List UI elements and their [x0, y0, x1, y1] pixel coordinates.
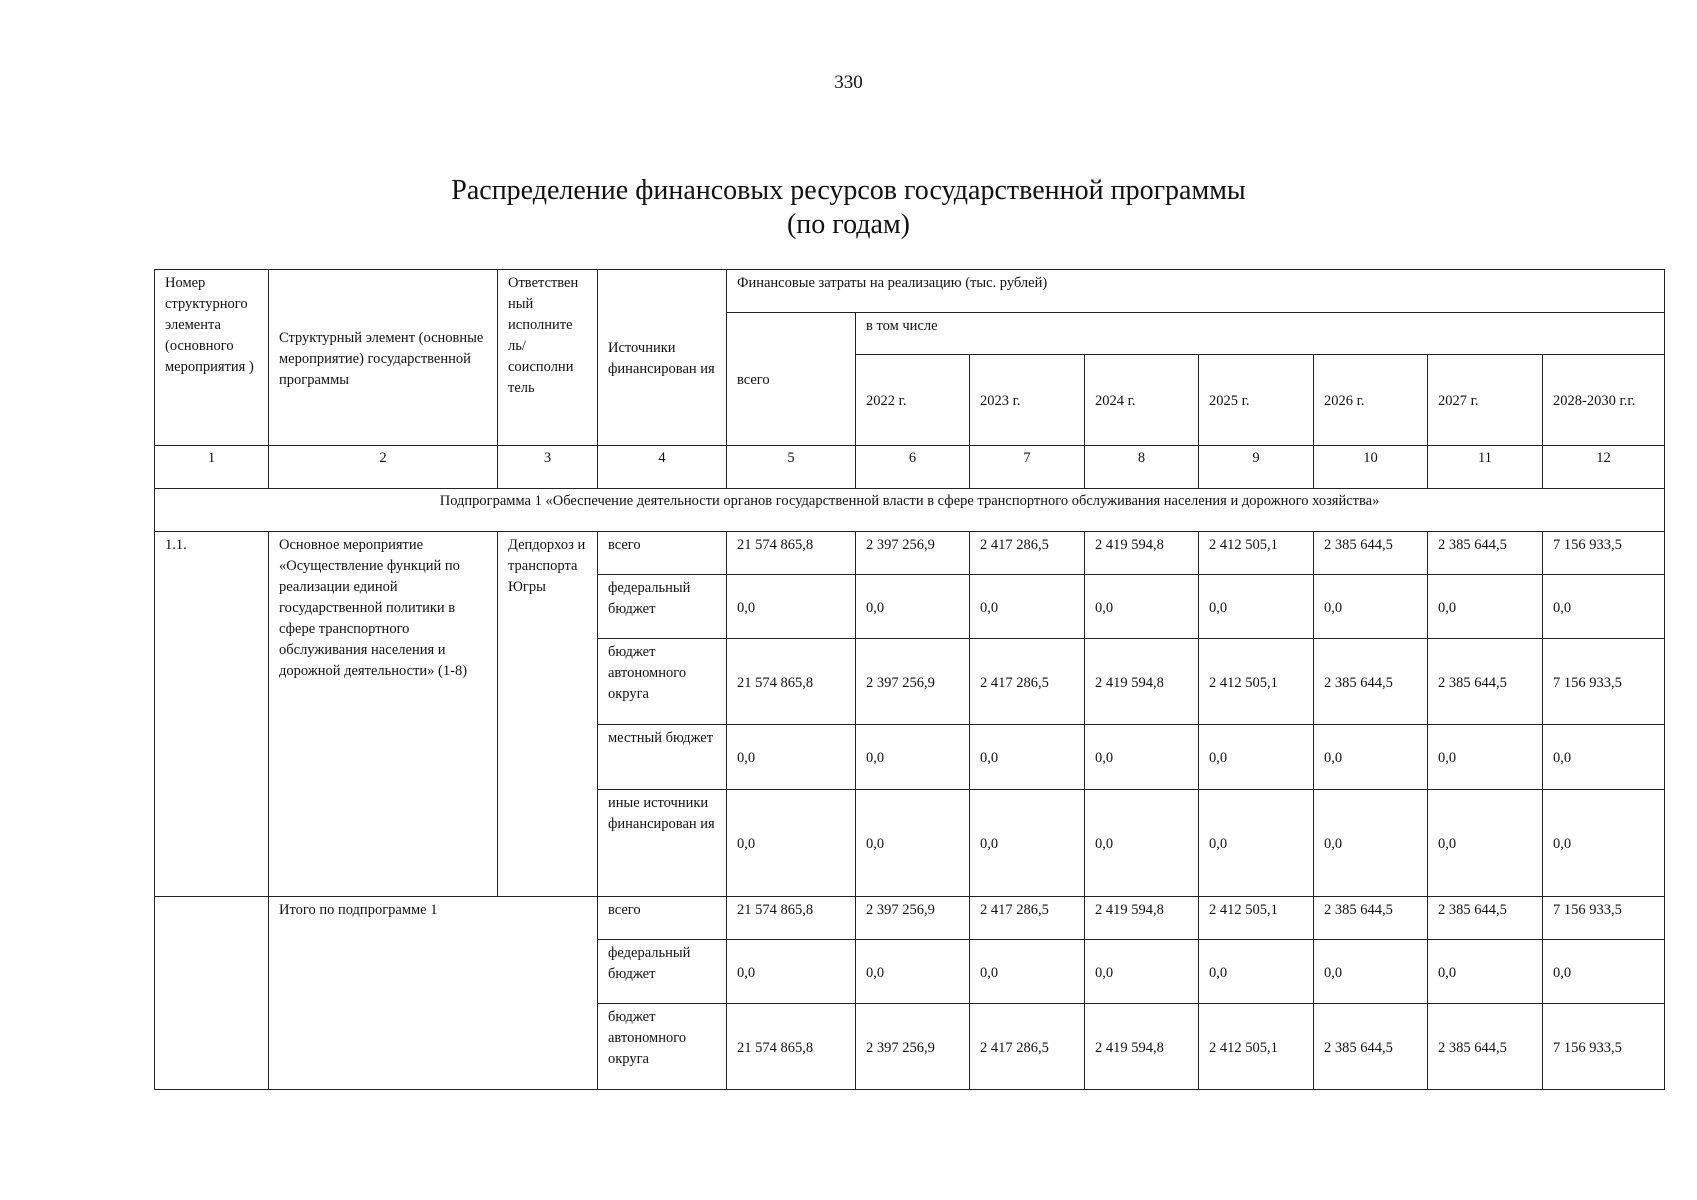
- value-cell: 0,0: [1428, 790, 1543, 897]
- value-cell: 0,0: [1543, 725, 1665, 790]
- value-cell: 2 412 505,1: [1199, 897, 1314, 940]
- value-cell: 2 385 644,5: [1428, 1004, 1543, 1090]
- value-cell: 2 385 644,5: [1428, 897, 1543, 940]
- subprogram-title: Подпрограмма 1 «Обеспечение деятельности органов государственной власти в сфере транспортного обслуживания населения и дорожного хозяйства»: [155, 489, 1665, 532]
- value-cell: 0,0: [856, 725, 970, 790]
- title-line-2: (по годам): [786, 209, 910, 240]
- value-cell: 0,0: [1543, 575, 1665, 639]
- value-cell: 0,0: [1199, 940, 1314, 1004]
- value-cell: 0,0: [727, 725, 856, 790]
- header-year: 2028-2030 г.г.: [1543, 355, 1665, 446]
- column-number: 2: [269, 446, 498, 489]
- value-cell: 0,0: [1428, 575, 1543, 639]
- value-cell: 2 412 505,1: [1199, 1004, 1314, 1090]
- value-cell: 0,0: [856, 790, 970, 897]
- column-number: 10: [1314, 446, 1428, 489]
- header-funding-sources: Источники финансирован ия: [598, 270, 727, 446]
- value-cell: 0,0: [1085, 790, 1199, 897]
- activity-name: Основное мероприятие «Осуществление функций по реализации единой государственной политики в сфере транспортного обслуживания населения и дорожной деятельности» (1-8): [269, 532, 498, 897]
- header-year: 2023 г.: [970, 355, 1085, 446]
- value-cell: 21 574 865,8: [727, 897, 856, 940]
- value-cell: 2 385 644,5: [1314, 897, 1428, 940]
- header-year: 2024 г.: [1085, 355, 1199, 446]
- value-cell: 0,0: [970, 725, 1085, 790]
- subprogram-row: [155, 489, 1665, 532]
- value-cell: 0,0: [1199, 725, 1314, 790]
- column-number: 12: [1543, 446, 1665, 489]
- value-cell: 2 397 256,9: [856, 639, 970, 725]
- column-number: 5: [727, 446, 856, 489]
- value-cell: 21 574 865,8: [727, 639, 856, 725]
- value-cell: 2 417 286,5: [970, 532, 1085, 575]
- funding-source: федеральный бюджет: [598, 575, 727, 639]
- value-cell: 0,0: [1199, 575, 1314, 639]
- activity-executor: Депдорхоз и транспорта Югры: [498, 532, 598, 897]
- funding-source: всего: [598, 897, 727, 940]
- value-cell: 0,0: [1428, 725, 1543, 790]
- subtotal-empty-cell: [155, 897, 269, 1090]
- value-cell: 0,0: [856, 575, 970, 639]
- value-cell: 0,0: [1314, 940, 1428, 1004]
- value-cell: 0,0: [1543, 790, 1665, 897]
- document-title: [0, 174, 1697, 242]
- value-cell: 2 417 286,5: [970, 639, 1085, 725]
- header-executor: Ответствен ный исполните ль/ соисполни тель: [498, 270, 598, 446]
- value-cell: 0,0: [727, 790, 856, 897]
- header-year: 2022 г.: [856, 355, 970, 446]
- column-number: 9: [1199, 446, 1314, 489]
- value-cell: 2 419 594,8: [1085, 639, 1199, 725]
- funding-source: федеральный бюджет: [598, 940, 727, 1004]
- value-cell: 21 574 865,8: [727, 1004, 856, 1090]
- value-cell: 0,0: [1428, 940, 1543, 1004]
- header-structural-element: Структурный элемент (основные мероприятие) государственной программы: [269, 270, 498, 446]
- value-cell: 2 417 286,5: [970, 897, 1085, 940]
- header-row-1: [155, 270, 1665, 313]
- value-cell: 7 156 933,5: [1543, 532, 1665, 575]
- value-cell: 2 419 594,8: [1085, 1004, 1199, 1090]
- value-cell: 0,0: [727, 940, 856, 1004]
- value-cell: 2 385 644,5: [1314, 639, 1428, 725]
- funding-source: бюджет автономного округа: [598, 1004, 727, 1090]
- header-year: 2027 г.: [1428, 355, 1543, 446]
- header-including: в том числе: [856, 313, 1665, 355]
- value-cell: 2 385 644,5: [1314, 532, 1428, 575]
- activity-number: 1.1.: [155, 532, 269, 897]
- page-number: 330: [834, 72, 863, 93]
- column-number: 7: [970, 446, 1085, 489]
- value-cell: 2 385 644,5: [1314, 1004, 1428, 1090]
- subtotal-row: [155, 897, 1665, 940]
- title-line-1: Распределение финансовых ресурсов государственной программы: [451, 175, 1246, 206]
- funding-source: местный бюджет: [598, 725, 727, 790]
- value-cell: 0,0: [970, 940, 1085, 1004]
- value-cell: 7 156 933,5: [1543, 1004, 1665, 1090]
- header-year: 2026 г.: [1314, 355, 1428, 446]
- funding-source: всего: [598, 532, 727, 575]
- column-number: 8: [1085, 446, 1199, 489]
- value-cell: 2 412 505,1: [1199, 532, 1314, 575]
- value-cell: 0,0: [1085, 725, 1199, 790]
- value-cell: 0,0: [1543, 940, 1665, 1004]
- value-cell: 0,0: [727, 575, 856, 639]
- header-structural-number: Номер структурного элемента (основного мероприятия ): [155, 270, 269, 446]
- value-cell: 2 419 594,8: [1085, 532, 1199, 575]
- value-cell: 2 397 256,9: [856, 897, 970, 940]
- value-cell: 0,0: [1199, 790, 1314, 897]
- value-cell: 0,0: [1085, 575, 1199, 639]
- financial-resources-table: [154, 269, 1665, 1090]
- value-cell: 2 397 256,9: [856, 1004, 970, 1090]
- funding-source: иные источники финансирован ия: [598, 790, 727, 897]
- value-cell: 2 397 256,9: [856, 532, 970, 575]
- value-cell: 2 419 594,8: [1085, 897, 1199, 940]
- value-cell: 7 156 933,5: [1543, 639, 1665, 725]
- column-number: 11: [1428, 446, 1543, 489]
- subtotal-label: Итого по подпрограмме 1: [269, 897, 598, 1090]
- column-number: 6: [856, 446, 970, 489]
- header-year: 2025 г.: [1199, 355, 1314, 446]
- value-cell: 0,0: [1314, 725, 1428, 790]
- value-cell: 0,0: [970, 790, 1085, 897]
- value-cell: 2 385 644,5: [1428, 639, 1543, 725]
- column-number-row: [155, 446, 1665, 489]
- value-cell: 2 385 644,5: [1428, 532, 1543, 575]
- value-cell: 21 574 865,8: [727, 532, 856, 575]
- header-financial-costs: Финансовые затраты на реализацию (тыс. рублей): [727, 270, 1665, 313]
- value-cell: 0,0: [970, 575, 1085, 639]
- column-number: 1: [155, 446, 269, 489]
- header-total: всего: [727, 313, 856, 446]
- value-cell: 7 156 933,5: [1543, 897, 1665, 940]
- column-number: 3: [498, 446, 598, 489]
- value-cell: 0,0: [856, 940, 970, 1004]
- value-cell: 2 417 286,5: [970, 1004, 1085, 1090]
- value-cell: 0,0: [1085, 940, 1199, 1004]
- funding-source: бюджет автономного округа: [598, 639, 727, 725]
- activity-row: [155, 532, 1665, 575]
- value-cell: 0,0: [1314, 575, 1428, 639]
- value-cell: 2 412 505,1: [1199, 639, 1314, 725]
- value-cell: 0,0: [1314, 790, 1428, 897]
- column-number: 4: [598, 446, 727, 489]
